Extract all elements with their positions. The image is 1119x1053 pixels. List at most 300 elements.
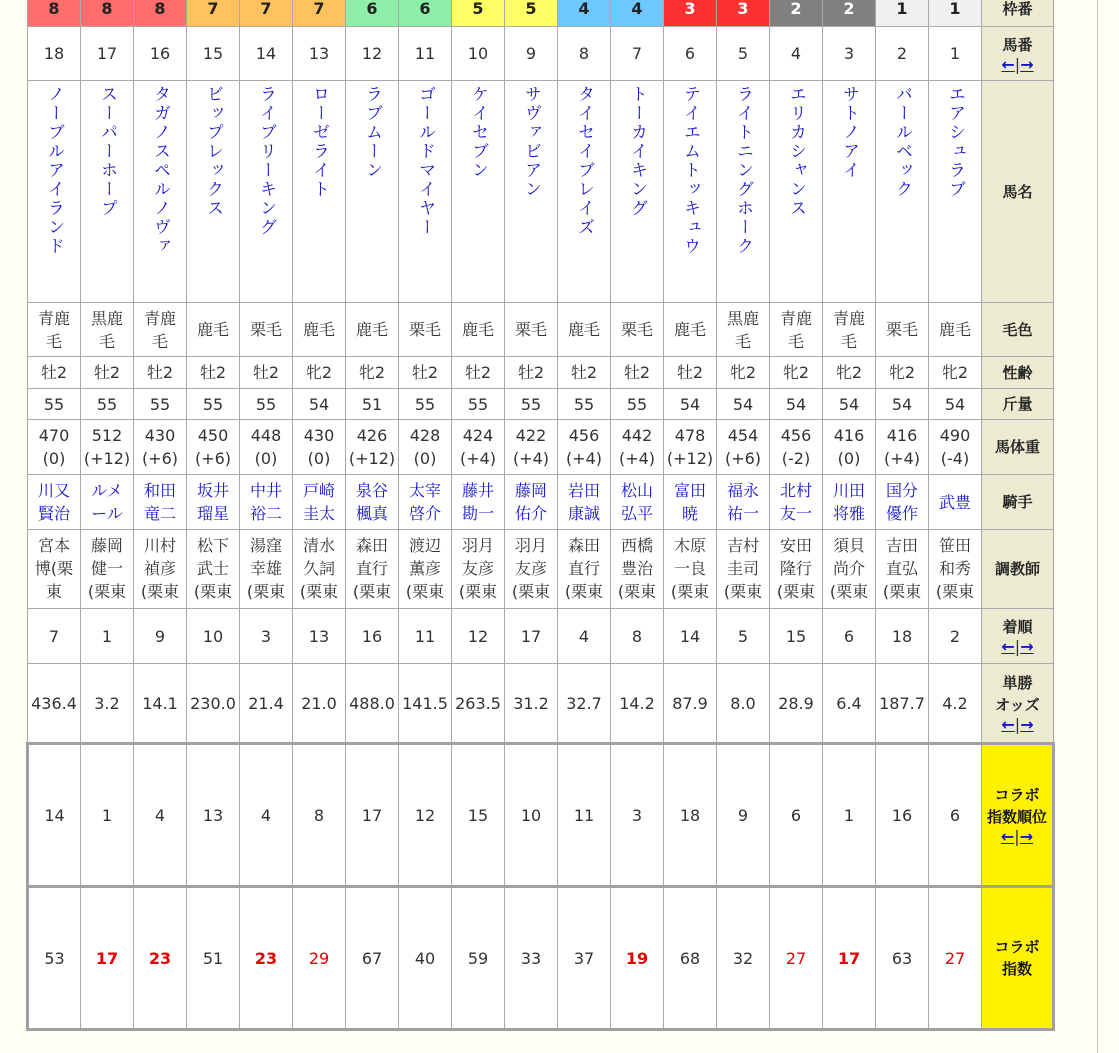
waku-number-cell: [346, 0, 399, 27]
trainer-name: 笹田 和秀 (栗東: [935, 536, 975, 601]
cell-jockey: [452, 475, 505, 530]
weight-carried: 55: [202, 394, 224, 414]
waku-number: 1: [896, 0, 908, 18]
umaban-sort-arrows: [982, 56, 1053, 74]
collab-index-value: 67: [361, 948, 383, 968]
jockey-link[interactable]: 太宰 啓介: [408, 481, 441, 523]
finish-position: 4: [578, 626, 590, 646]
cell-umaban: [134, 27, 187, 81]
horse-name-link[interactable]: サヴァビアン: [521, 85, 541, 199]
cell-rank: [770, 744, 823, 887]
trainer-name: 清水 久詞 (栗東: [299, 536, 339, 601]
horse-name-header: [982, 81, 1054, 303]
cell-rank: [28, 744, 81, 887]
cell-trainer: [717, 530, 770, 609]
cell-index: [929, 887, 982, 1030]
cell-kinryo: [505, 389, 558, 420]
race-entry-table: [26, 0, 1055, 1031]
waku-number: 8: [154, 0, 166, 18]
collab-index-label: 指数: [1001, 960, 1032, 978]
horse-name-link[interactable]: エアシュラブ: [945, 85, 965, 199]
waku-number: 3: [684, 0, 696, 18]
collab-index-value: 32: [732, 948, 754, 968]
cell-umaban: [240, 27, 293, 81]
waku-number: 5: [525, 0, 537, 18]
weight-carried: 55: [96, 394, 118, 414]
finish-position: 5: [737, 626, 749, 646]
jockey-label: 騎手: [1002, 493, 1033, 511]
horse-name-link[interactable]: ライトニングホーク: [733, 85, 753, 256]
cell-bw: [823, 420, 876, 475]
weight-carried: 55: [467, 394, 489, 414]
cell-sex_age: [929, 357, 982, 389]
body-weight: 478: [674, 426, 706, 445]
cell-sex_age: [240, 357, 293, 389]
cell-name: [664, 81, 717, 303]
waku-number-cell: [558, 0, 611, 27]
cell-trainer: [28, 530, 81, 609]
waku-number: 2: [790, 0, 802, 18]
cell-jockey: [293, 475, 346, 530]
jockey-link[interactable]: 岩田 康誠: [567, 481, 600, 523]
cell-index: [187, 887, 240, 1030]
cell-rank: [717, 744, 770, 887]
body-weight: 490: [939, 426, 971, 445]
jockey-link[interactable]: 和田 竜二: [143, 481, 176, 523]
cell-bw: [558, 420, 611, 475]
coat-color: 青鹿 毛: [832, 308, 865, 351]
finish-header[interactable]: [982, 609, 1054, 664]
cell-coat: [717, 303, 770, 357]
sex-age: 牝2: [729, 363, 757, 382]
cell-umaban: [28, 27, 81, 81]
horse-name-link[interactable]: ライブリーキング: [256, 85, 276, 237]
jockey-link[interactable]: 国分 優作: [885, 481, 918, 523]
coat-color: 鹿毛: [938, 320, 971, 339]
jockey-link[interactable]: ルメ ール: [91, 481, 123, 523]
horse-name-label: 馬名: [1002, 182, 1033, 201]
umaban-header[interactable]: [982, 27, 1054, 81]
cell-finish: [770, 609, 823, 664]
row-rank: [28, 744, 1054, 887]
sort-separator: |: [1014, 54, 1021, 74]
jockey-link[interactable]: 藤岡 佑介: [514, 481, 547, 523]
cell-name: [770, 81, 823, 303]
collab-index-rank: 4: [260, 805, 272, 825]
cell-index: [558, 887, 611, 1030]
cell-odds: [187, 664, 240, 744]
coat-header: [982, 303, 1054, 357]
win-odds-label: オッズ: [995, 696, 1040, 714]
win-odds: 141.5: [402, 693, 448, 713]
body-weight-diff: (0): [42, 449, 66, 468]
cell-sex_age: [558, 357, 611, 389]
horse-name-link[interactable]: ケイセブン: [468, 85, 488, 180]
cell-trainer: [452, 530, 505, 609]
win-odds: 28.9: [778, 693, 814, 713]
weight-carried: 54: [944, 394, 966, 414]
cell-bw: [28, 420, 81, 475]
win-odds: 31.2: [513, 693, 549, 713]
body-weight: 430: [144, 426, 176, 445]
cell-kinryo: [717, 389, 770, 420]
waku-number-cell: [823, 0, 876, 27]
trainer-header: [982, 530, 1054, 609]
waku-number-cell: [293, 0, 346, 27]
coat-color: 鹿毛: [567, 320, 600, 339]
coat-color: 栗毛: [249, 320, 282, 339]
cell-odds: [611, 664, 664, 744]
win-odds: 21.4: [248, 693, 284, 713]
weight-carried: 54: [308, 394, 330, 414]
waku-number-cell: [929, 0, 982, 27]
trainer-name: 吉村 圭司 (栗東: [723, 536, 763, 601]
body-weight-diff: (+12): [348, 449, 396, 468]
collab-rank-sort-right-link[interactable]: →: [1019, 827, 1034, 846]
cell-jockey: [876, 475, 929, 530]
cell-kinryo: [399, 389, 452, 420]
horse-name-link[interactable]: タガノスペルノヴァ: [150, 85, 170, 256]
collab-index-rank: 6: [949, 805, 961, 825]
trainer-name: 湯窪 幸雄 (栗東: [246, 536, 286, 601]
trainer-name: 須貝 尚介 (栗東: [829, 536, 869, 601]
collab-index-rank: 1: [843, 805, 855, 825]
cell-umaban: [664, 27, 717, 81]
horse-number: 18: [43, 44, 65, 63]
row-umaban: [28, 27, 1054, 81]
cell-finish: [611, 609, 664, 664]
cell-sex_age: [187, 357, 240, 389]
cell-odds: [664, 664, 717, 744]
cell-name: [876, 81, 929, 303]
finish-position: 13: [308, 626, 330, 646]
finish-position: 15: [785, 626, 807, 646]
cell-kinryo: [611, 389, 664, 420]
body-weight-diff: (+12): [83, 449, 131, 468]
horse-number: 7: [631, 44, 643, 63]
cell-jockey: [505, 475, 558, 530]
horse-number: 14: [255, 44, 277, 63]
cell-trainer: [770, 530, 823, 609]
collab-index-label: コラボ: [994, 938, 1040, 956]
jockey-link[interactable]: 北村 友一: [779, 481, 812, 523]
jockey-link[interactable]: 泉谷 楓真: [355, 481, 388, 523]
body-weight-diff: (+4): [565, 449, 603, 468]
cell-jockey: [399, 475, 452, 530]
collab-rank-sort-arrows: [982, 828, 1052, 846]
horse-name-link[interactable]: ノーブルアイランド: [44, 85, 64, 256]
collab-index-rank: 8: [313, 805, 325, 825]
cell-sex_age: [134, 357, 187, 389]
cell-index: [293, 887, 346, 1030]
win-odds-sort-right-link[interactable]: →: [1020, 715, 1034, 734]
cell-name: [134, 81, 187, 303]
horse-number: 5: [737, 44, 749, 63]
umaban-sort-left-link[interactable]: ←: [1001, 54, 1015, 74]
cell-name: [240, 81, 293, 303]
finish-sort-arrows: [982, 638, 1053, 656]
body-weight: 416: [886, 426, 918, 445]
cell-kinryo: [240, 389, 293, 420]
cell-kinryo: [28, 389, 81, 420]
finish-position: 8: [631, 626, 643, 646]
cell-kinryo: [664, 389, 717, 420]
cell-bw: [240, 420, 293, 475]
jockey-link[interactable]: 福永 祐一: [726, 481, 759, 523]
cell-sex_age: [293, 357, 346, 389]
weight-carried: 55: [43, 394, 65, 414]
body-weight: 448: [250, 426, 282, 445]
body-weight-label: 馬体重: [994, 438, 1040, 456]
cell-bw: [81, 420, 134, 475]
trainer-name: 木原 一良 (栗東: [670, 536, 710, 601]
collab-index-rank: 11: [573, 805, 595, 825]
weight-carried: 51: [361, 394, 383, 414]
cell-umaban: [293, 27, 346, 81]
cell-sex_age: [717, 357, 770, 389]
trainer-name: 西橋 豊治 (栗東: [617, 536, 657, 601]
horse-number: 3: [843, 44, 855, 63]
cell-coat: [187, 303, 240, 357]
finish-position: 9: [154, 626, 166, 646]
cell-finish: [717, 609, 770, 664]
body-weight-diff: (+4): [883, 449, 921, 468]
collab-index-value: 63: [891, 948, 913, 968]
cell-sex_age: [664, 357, 717, 389]
win-odds: 8.0: [730, 693, 756, 713]
waku-number: 6: [366, 0, 378, 18]
cell-odds: [293, 664, 346, 744]
finish-label: 着順: [1002, 618, 1033, 636]
collab-index-rank: 6: [790, 805, 802, 825]
body-weight: 456: [568, 426, 600, 445]
horse-name-link[interactable]: ローゼライト: [309, 85, 329, 199]
cell-odds: [929, 664, 982, 744]
sex-age: 牝2: [305, 363, 333, 382]
waku-number-cell: [134, 0, 187, 27]
cell-jockey: [717, 475, 770, 530]
horse-name-link[interactable]: エリカシャンス: [786, 85, 806, 218]
cell-umaban: [929, 27, 982, 81]
trainer-name: 森田 直行 (栗東: [352, 536, 392, 601]
body-weight: 430: [303, 426, 335, 445]
horse-number: 13: [308, 44, 330, 63]
scrollbar-track[interactable]: [1097, 0, 1098, 1053]
cell-finish: [293, 609, 346, 664]
collab-index-value: 51: [202, 948, 224, 968]
weight-carried: 54: [785, 394, 807, 414]
horse-name-link[interactable]: ゴールドマイヤー: [415, 85, 435, 237]
body-weight: 512: [91, 426, 123, 445]
cell-finish: [28, 609, 81, 664]
body-weight-diff: (-2): [781, 449, 811, 468]
collab-index-rank: 9: [737, 805, 749, 825]
sort-separator: |: [1014, 637, 1021, 656]
cell-trainer: [558, 530, 611, 609]
sex-age: 牡2: [464, 363, 492, 382]
win-odds: 6.4: [836, 693, 862, 713]
waku-number: 5: [472, 0, 484, 18]
horse-name-link[interactable]: ビップレックス: [203, 85, 223, 218]
cell-umaban: [505, 27, 558, 81]
cell-finish: [558, 609, 611, 664]
body-weight-diff: (0): [254, 449, 278, 468]
finish-sort-right-link[interactable]: →: [1020, 637, 1034, 656]
cell-bw: [929, 420, 982, 475]
cell-rank: [823, 744, 876, 887]
jockey-link[interactable]: 中井 裕二: [249, 481, 282, 523]
cell-bw: [399, 420, 452, 475]
cell-sex_age: [399, 357, 452, 389]
win-odds: 21.0: [301, 693, 337, 713]
jockey-link[interactable]: 松山 弘平: [620, 481, 653, 523]
finish-position: 2: [949, 626, 961, 646]
cell-jockey: [929, 475, 982, 530]
cell-sex_age: [876, 357, 929, 389]
body-weight: 470: [38, 426, 70, 445]
coat-color: 青鹿 毛: [37, 308, 70, 351]
body-weight-diff: (+4): [618, 449, 656, 468]
cell-umaban: [81, 27, 134, 81]
cell-finish: [134, 609, 187, 664]
trainer-name: 藤岡 健一 (栗東: [87, 536, 127, 601]
coat-color: 青鹿 毛: [143, 308, 176, 351]
trainer-name: 渡辺 薫彦 (栗東: [405, 536, 445, 601]
horse-number: 1: [949, 44, 961, 63]
cell-name: [399, 81, 452, 303]
collab-rank-sort-left-link[interactable]: ←: [1000, 827, 1015, 846]
horse-name-link[interactable]: トーカイキング: [627, 85, 647, 218]
cell-bw: [346, 420, 399, 475]
finish-position: 18: [891, 626, 913, 646]
cell-name: [346, 81, 399, 303]
body-weight-diff: (+6): [194, 449, 232, 468]
body-weight-diff: (0): [413, 449, 437, 468]
horse-name-link[interactable]: ラブムーン: [362, 85, 382, 180]
waku-number: 4: [631, 0, 643, 18]
waku-number: 7: [207, 0, 219, 18]
waku-number: 7: [260, 0, 272, 18]
cell-finish: [876, 609, 929, 664]
trainer-name: 羽月 友彦 (栗東: [511, 536, 551, 601]
horse-number: 16: [149, 44, 171, 63]
jockey-link[interactable]: 坂井 瑠星: [196, 481, 229, 523]
win-odds: 488.0: [349, 693, 395, 713]
cell-kinryo: [452, 389, 505, 420]
cell-coat: [823, 303, 876, 357]
row-waku: [28, 0, 1054, 27]
sex-age: 牡2: [146, 363, 174, 382]
waku-number: 8: [48, 0, 60, 18]
collab-index-rank: 14: [44, 805, 65, 825]
sort-separator: |: [1014, 827, 1020, 846]
horse-name-link[interactable]: テイエムトッキュウ: [680, 85, 700, 256]
cell-coat: [134, 303, 187, 357]
cell-trainer: [823, 530, 876, 609]
win-odds-sort-left-link[interactable]: ←: [1001, 715, 1015, 734]
umaban-label: 馬番: [1002, 35, 1033, 54]
jockey-link[interactable]: 川又 賢治: [37, 481, 70, 523]
cell-jockey: [240, 475, 293, 530]
umaban-sort-right-link[interactable]: →: [1020, 54, 1034, 74]
cell-index: [876, 887, 929, 1030]
cell-odds: [717, 664, 770, 744]
cell-bw: [134, 420, 187, 475]
weight-carried: 55: [520, 394, 542, 414]
horse-name-link[interactable]: サトノアイ: [839, 85, 859, 180]
collab-rank-label: 指数順位: [986, 808, 1047, 826]
horse-number: 9: [525, 44, 537, 63]
waku-number-cell: [399, 0, 452, 27]
cell-bw: [770, 420, 823, 475]
cell-index: [452, 887, 505, 1030]
horse-name-link[interactable]: タイセイブレイズ: [574, 85, 594, 237]
body-weight-diff: (0): [837, 449, 861, 468]
cell-trainer: [929, 530, 982, 609]
cell-kinryo: [929, 389, 982, 420]
horse-name-link[interactable]: スーパーホープ: [97, 85, 117, 218]
cell-bw: [505, 420, 558, 475]
cell-bw: [293, 420, 346, 475]
cell-kinryo: [823, 389, 876, 420]
cell-sex_age: [823, 357, 876, 389]
cell-rank: [876, 744, 929, 887]
collab-index-value: 29: [308, 948, 330, 968]
cell-finish: [240, 609, 293, 664]
trainer-name: 宮本 博(栗 東: [34, 536, 74, 601]
collab-index-value: 17: [837, 948, 861, 968]
collab-index-value: 33: [520, 948, 542, 968]
body-weight-diff: (+6): [141, 449, 179, 468]
finish-sort-left-link[interactable]: ←: [1001, 637, 1015, 656]
cell-index: [346, 887, 399, 1030]
sex-age: 牝2: [782, 363, 810, 382]
jockey-link[interactable]: 戸崎 圭太: [302, 481, 335, 523]
cell-kinryo: [876, 389, 929, 420]
waku-number-cell: [876, 0, 929, 27]
cell-umaban: [399, 27, 452, 81]
cell-umaban: [452, 27, 505, 81]
jockey-link[interactable]: 藤井 勘一: [461, 481, 494, 523]
cell-bw: [876, 420, 929, 475]
weight-carried: 54: [679, 394, 701, 414]
body-weight: 454: [727, 426, 759, 445]
jockey-link[interactable]: 川田 将雅: [832, 481, 865, 523]
cell-jockey: [823, 475, 876, 530]
sex-age: 牡2: [411, 363, 439, 382]
cell-coat: [664, 303, 717, 357]
collab-rank-header[interactable]: [982, 744, 1054, 887]
weight-carried: 55: [573, 394, 595, 414]
cell-coat: [770, 303, 823, 357]
body-weight: 456: [780, 426, 812, 445]
cell-rank: [399, 744, 452, 887]
jockey-link[interactable]: 武豊: [938, 492, 971, 512]
collab-index-value: 17: [95, 948, 119, 968]
weight-carried: 55: [255, 394, 277, 414]
collab-index-value: 53: [44, 948, 65, 968]
waku-number: 7: [313, 0, 325, 18]
collab-index-value: 23: [148, 948, 172, 968]
waku-number-cell: [187, 0, 240, 27]
cell-coat: [505, 303, 558, 357]
horse-name-link[interactable]: バールベック: [892, 85, 912, 199]
jockey-link[interactable]: 富田 暁: [673, 481, 706, 523]
cell-bw: [452, 420, 505, 475]
cell-coat: [28, 303, 81, 357]
sex-age: 牡2: [93, 363, 121, 382]
win-odds-header[interactable]: [982, 664, 1054, 744]
